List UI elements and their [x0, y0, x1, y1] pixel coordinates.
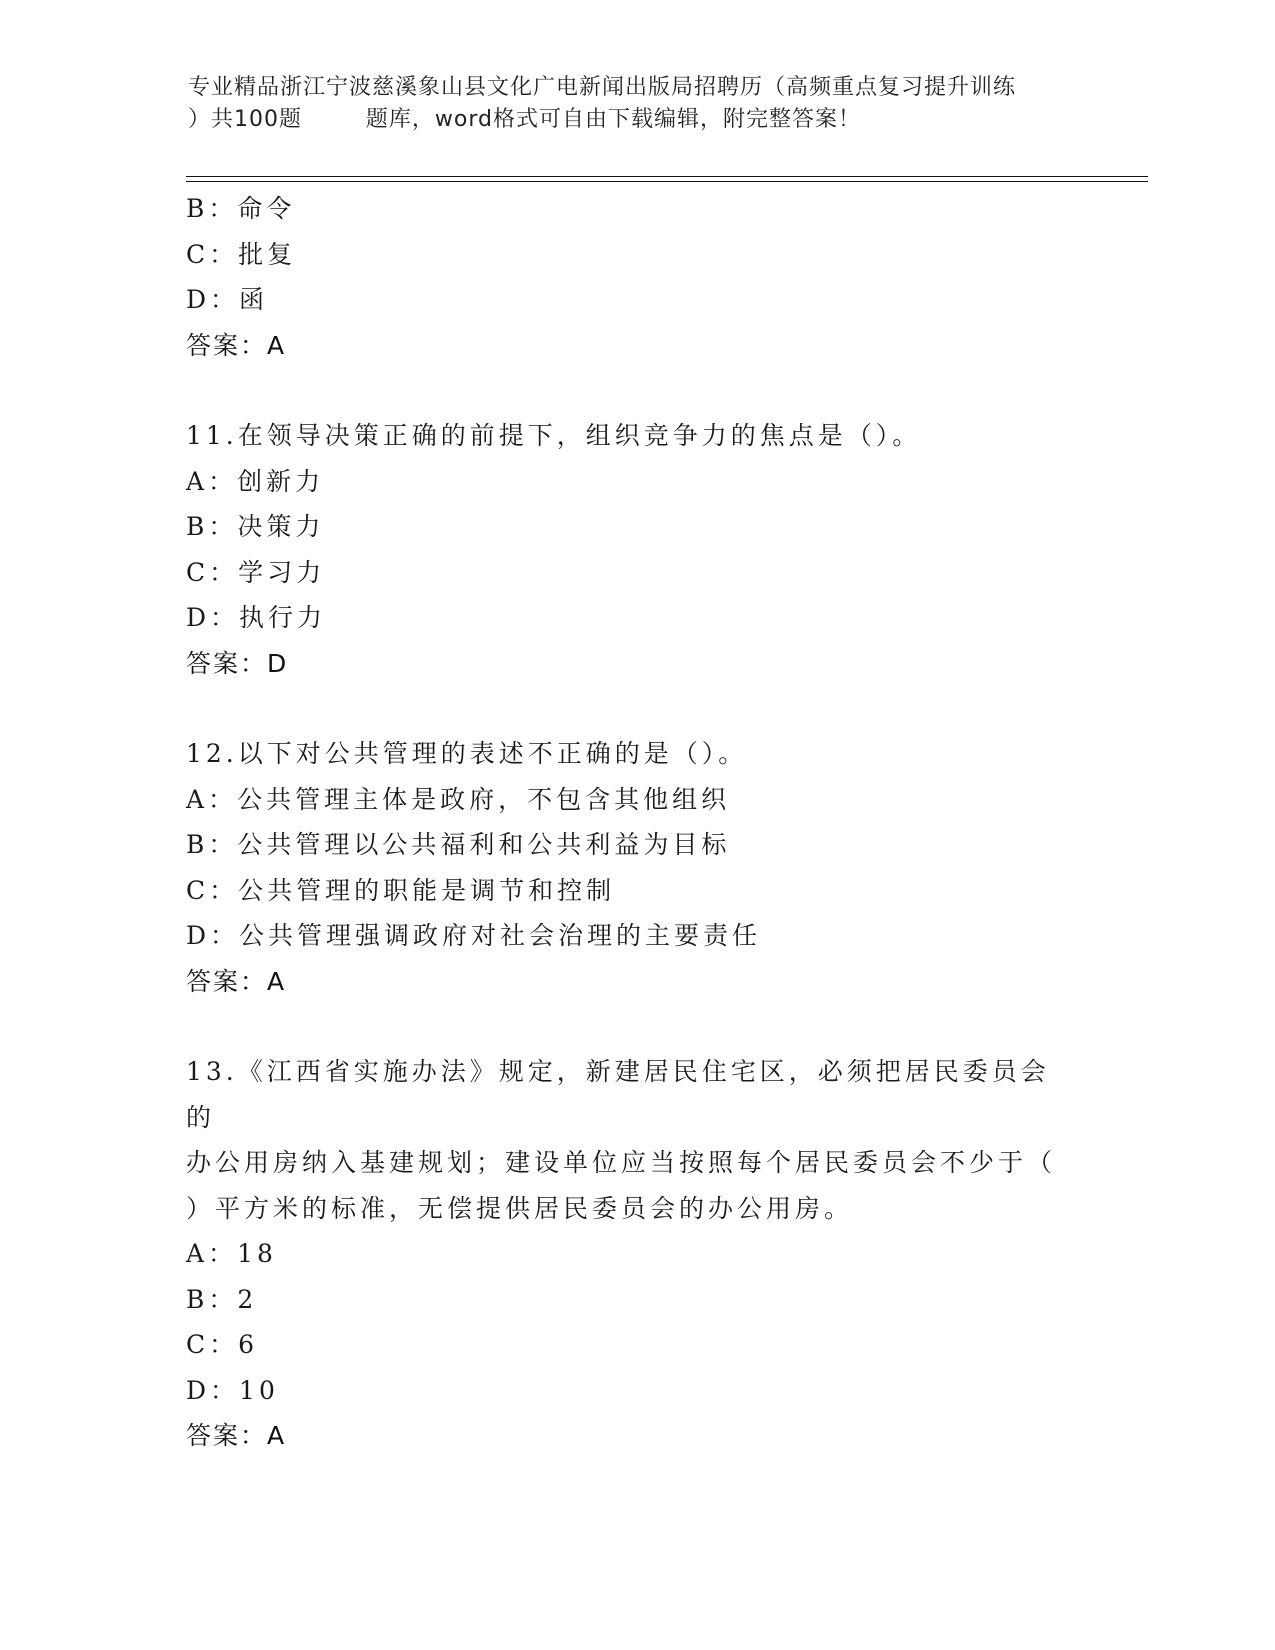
option-d — [186, 277, 1076, 323]
spacer — [186, 368, 1076, 413]
document-body — [186, 186, 1076, 1459]
option-letter: C： — [186, 1330, 239, 1359]
header-rule-bottom — [186, 181, 1148, 182]
spacer — [186, 1004, 1076, 1049]
option-b — [186, 186, 1076, 232]
option-text: 公共管理主体是政府，不包含其他组织 — [237, 784, 731, 814]
question-stem-line-2: 办公用房纳入基建规划；建设单位应当按照每个居民委员会不少于（ — [186, 1148, 1057, 1177]
option-letter: B： — [186, 830, 238, 859]
answer-line: 答案：A — [186, 330, 287, 360]
page-header — [188, 72, 1088, 136]
option-text: 批复 — [238, 239, 297, 269]
option-text: 决策力 — [237, 512, 325, 541]
option-text: 6 — [238, 1330, 259, 1359]
option-letter: A： — [186, 784, 238, 814]
question-block-12 — [186, 731, 1076, 1004]
option-letter: D： — [186, 285, 240, 314]
option-letter: C： — [186, 557, 239, 587]
option-c — [186, 868, 1076, 914]
option-b — [186, 822, 1076, 868]
option-letter: A： — [186, 1239, 238, 1268]
question-block-prev — [186, 186, 1076, 368]
option-a — [186, 1231, 1076, 1277]
option-b — [186, 1277, 1076, 1323]
option-letter: B： — [186, 194, 238, 223]
option-letter: B： — [186, 1284, 238, 1314]
option-text: 执行力 — [239, 603, 327, 632]
option-text: 公共管理强调政府对社会治理的主要责任 — [239, 921, 762, 950]
option-text: 创新力 — [237, 466, 325, 496]
option-letter: D： — [186, 921, 240, 950]
option-text: 公共管理的职能是调节和控制 — [238, 875, 616, 905]
option-d — [186, 1368, 1076, 1414]
option-letter: C： — [186, 239, 239, 269]
option-d — [186, 595, 1076, 641]
option-c — [186, 550, 1076, 596]
option-text: 2 — [237, 1284, 258, 1314]
option-d — [186, 913, 1076, 959]
question-stem-line-3: ）平方米的标准，无偿提供居民委员会的办公用房。 — [186, 1193, 854, 1223]
spacer — [186, 686, 1076, 731]
option-text: 学习力 — [238, 557, 326, 587]
question-stem: 12.以下对公共管理的表述不正确的是（）。 — [186, 739, 748, 768]
question-stem: 11.在领导决策正确的前提下，组织竞争力的焦点是（）。 — [186, 421, 922, 450]
option-a — [186, 777, 1076, 823]
option-text: 命令 — [237, 194, 296, 223]
option-letter: A： — [186, 466, 238, 496]
question-stem-line-1: 13.《江西省实施办法》规定，新建居民住宅区，必须把居民委员会的 — [186, 1057, 1050, 1132]
option-letter: D： — [186, 603, 240, 632]
option-letter: C： — [186, 875, 239, 905]
option-c — [186, 1322, 1076, 1368]
option-text: 10 — [239, 1375, 279, 1405]
header-title-line-2: ）共100题 题库，word格式可自由下载编辑，附完整答案！ — [188, 107, 862, 132]
option-text: 公共管理以公共福利和公共利益为目标 — [237, 830, 731, 859]
option-letter: B： — [186, 512, 238, 541]
answer-line: 答案：A — [186, 966, 287, 996]
question-block-13 — [186, 1049, 1076, 1459]
option-text: 函 — [239, 285, 269, 314]
header-rule-top — [186, 176, 1148, 177]
answer-line: 答案：A — [186, 1421, 287, 1450]
option-b — [186, 504, 1076, 550]
option-letter: D： — [186, 1375, 240, 1405]
header-title-line-1: 专业精品浙江宁波慈溪象山县文化广电新闻出版局招聘历（高频重点复习提升训练 — [188, 75, 1017, 100]
answer-line: 答案：D — [186, 648, 289, 678]
option-a — [186, 459, 1076, 505]
option-text: 18 — [237, 1239, 277, 1268]
option-c — [186, 232, 1076, 278]
question-block-11 — [186, 413, 1076, 686]
